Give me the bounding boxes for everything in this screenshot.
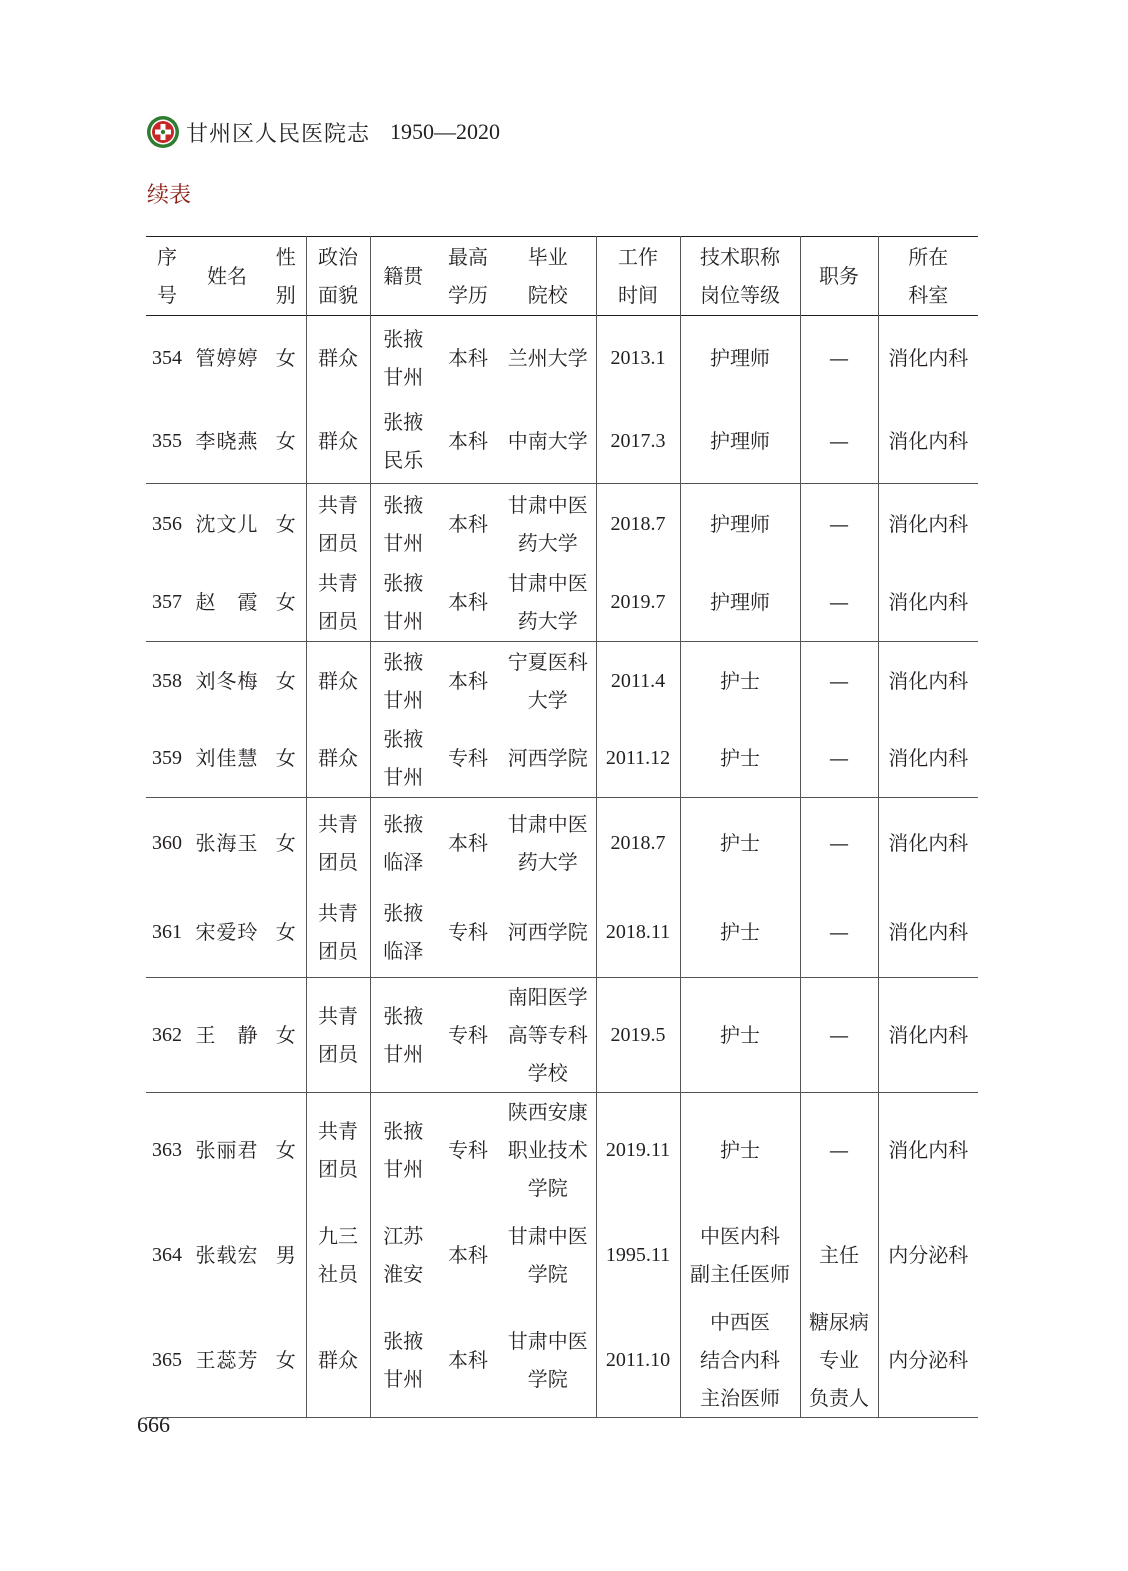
row-name: 管婷婷 <box>195 345 259 370</box>
row-origin: 张掖 甘州 <box>383 727 424 790</box>
book-title: 甘州区人民医院志 <box>186 121 371 147</box>
row-school: 河西学院 <box>500 720 596 798</box>
row-origin: 张掖 临泽 <box>383 811 424 874</box>
page-number: 666 <box>137 1412 170 1437</box>
row-politics: 共青 团员 <box>306 1093 370 1208</box>
row-index: 358 <box>152 669 182 692</box>
row-work-date: 2019.7 <box>596 564 680 642</box>
row-education: 本科 <box>448 345 488 370</box>
row-sex: 女 <box>266 1303 306 1418</box>
row-education: 专科 <box>448 1138 488 1162</box>
row-school: 甘肃中医 药大学 <box>500 564 596 642</box>
row-name: 张丽君 <box>195 1138 259 1162</box>
row-department: 内分泌科 <box>888 1243 969 1267</box>
table-body <box>146 316 978 1418</box>
row-index: 365 <box>152 1349 182 1371</box>
row-post: — <box>800 564 878 642</box>
row-education: 专科 <box>448 746 488 771</box>
row-origin: 张掖 甘州 <box>383 326 424 389</box>
table-row <box>146 1093 978 1208</box>
row-education: 本科 <box>448 668 488 693</box>
row-name: 张载宏 <box>195 1243 259 1267</box>
row-education: 本科 <box>448 1348 488 1372</box>
row-politics: 群众 <box>306 720 370 798</box>
row-work-date: 2013.1 <box>596 316 680 400</box>
row-sex: 女 <box>266 642 306 720</box>
row-index: 360 <box>152 831 182 854</box>
row-department: 消化内科 <box>888 429 969 454</box>
row-title: 护士 <box>680 642 800 720</box>
row-school: 甘肃中医 学院 <box>500 1207 596 1303</box>
row-department: 消化内科 <box>888 1138 969 1162</box>
row-education: 专科 <box>448 920 488 945</box>
row-school: 中南大学 <box>500 400 596 484</box>
row-department: 消化内科 <box>888 830 969 855</box>
table-row <box>146 400 978 484</box>
page-header <box>146 112 500 152</box>
col-header-department: 所在 科室 <box>908 245 949 307</box>
row-politics: 群众 <box>306 1303 370 1418</box>
row-work-date: 2019.11 <box>596 1093 680 1208</box>
col-header-school: 毕业 院校 <box>500 237 596 316</box>
row-politics: 九三 社员 <box>306 1207 370 1303</box>
continued-label: 续表 <box>147 183 192 208</box>
row-post: — <box>800 720 878 798</box>
row-name: 刘佳慧 <box>195 746 259 771</box>
row-origin: 张掖 甘州 <box>383 492 424 555</box>
col-header-education: 最高 学历 <box>448 245 488 307</box>
row-title: 护理师 <box>680 564 800 642</box>
row-politics: 共青 团员 <box>306 484 370 564</box>
row-name: 刘冬梅 <box>195 668 259 693</box>
row-name: 沈文儿 <box>195 511 259 536</box>
row-sex: 女 <box>266 484 306 564</box>
row-department: 消化内科 <box>888 920 969 945</box>
table-row <box>146 316 978 400</box>
row-department: 消化内科 <box>888 746 969 771</box>
row-department: 消化内科 <box>888 668 969 693</box>
row-school: 南阳医学 高等专科 学校 <box>500 978 596 1093</box>
row-politics: 共青 团员 <box>306 888 370 978</box>
row-index: 362 <box>152 1024 182 1046</box>
row-work-date: 2011.12 <box>596 720 680 798</box>
row-politics: 群众 <box>306 400 370 484</box>
row-index: 354 <box>152 346 182 369</box>
row-index: 361 <box>152 921 182 944</box>
row-index: 364 <box>152 1244 182 1266</box>
row-sex: 男 <box>266 1207 306 1303</box>
row-title: 护理师 <box>680 484 800 564</box>
row-education: 本科 <box>448 590 488 615</box>
row-post: — <box>800 484 878 564</box>
col-header-sex: 性 别 <box>266 237 306 316</box>
row-sex: 女 <box>266 720 306 798</box>
table-row <box>146 720 978 798</box>
row-department: 消化内科 <box>888 345 969 370</box>
row-name: 宋爱玲 <box>195 920 259 945</box>
col-header-name: 姓名 <box>207 264 247 288</box>
row-politics: 共青 团员 <box>306 798 370 888</box>
row-education: 本科 <box>448 429 488 454</box>
row-work-date: 2018.7 <box>596 798 680 888</box>
row-name: 张海玉 <box>195 830 259 855</box>
row-school: 甘肃中医 药大学 <box>500 798 596 888</box>
row-work-date: 2019.5 <box>596 978 680 1093</box>
row-work-date: 1995.11 <box>596 1207 680 1303</box>
table-row <box>146 564 978 642</box>
row-sex: 女 <box>266 798 306 888</box>
col-header-origin: 籍贯 <box>383 264 424 288</box>
row-title: 护士 <box>680 720 800 798</box>
row-school: 河西学院 <box>500 888 596 978</box>
row-work-date: 2018.11 <box>596 888 680 978</box>
row-post: — <box>800 888 878 978</box>
row-post: — <box>800 978 878 1093</box>
row-name: 王 静 <box>195 1023 259 1047</box>
row-school: 兰州大学 <box>500 316 596 400</box>
row-school: 陕西安康 职业技术 学院 <box>500 1093 596 1208</box>
row-index: 355 <box>152 430 182 453</box>
col-header-title: 技术职称 岗位等级 <box>680 237 800 316</box>
row-work-date: 2011.4 <box>596 642 680 720</box>
row-work-date: 2011.10 <box>596 1303 680 1418</box>
table-header-row <box>146 237 978 316</box>
table-row <box>146 1303 978 1418</box>
row-department: 消化内科 <box>888 590 969 615</box>
row-politics: 群众 <box>306 316 370 400</box>
row-title: 护士 <box>680 798 800 888</box>
row-post: — <box>800 798 878 888</box>
row-origin: 江苏 淮安 <box>383 1224 424 1286</box>
row-title: 护士 <box>680 978 800 1093</box>
table-row <box>146 888 978 978</box>
row-title: 护理师 <box>680 400 800 484</box>
row-school: 宁夏医科 大学 <box>500 642 596 720</box>
row-sex: 女 <box>266 564 306 642</box>
row-title: 护理师 <box>680 316 800 400</box>
row-origin: 张掖 甘州 <box>383 1329 424 1391</box>
row-sex: 女 <box>266 888 306 978</box>
table-row <box>146 642 978 720</box>
table-row <box>146 978 978 1093</box>
row-name: 赵 霞 <box>195 590 259 615</box>
row-education: 本科 <box>448 1243 488 1267</box>
staff-roster-table <box>146 236 978 1418</box>
col-header-politics: 政治 面貌 <box>306 237 370 316</box>
row-post: 糖尿病 专业 负责人 <box>800 1303 878 1418</box>
row-origin: 张掖 临泽 <box>383 901 424 964</box>
table-row <box>146 798 978 888</box>
row-post: — <box>800 642 878 720</box>
row-education: 专科 <box>448 1023 488 1047</box>
row-title: 护士 <box>680 888 800 978</box>
row-index: 363 <box>152 1139 182 1161</box>
row-index: 356 <box>152 512 182 535</box>
row-post: — <box>800 1093 878 1208</box>
row-origin: 张掖 甘州 <box>383 1119 424 1181</box>
row-title: 中医内科 副主任医师 <box>680 1207 800 1303</box>
row-origin: 张掖 民乐 <box>383 410 424 473</box>
row-name: 李晓燕 <box>195 429 259 454</box>
row-school: 甘肃中医 学院 <box>500 1303 596 1418</box>
table-row <box>146 484 978 564</box>
row-sex: 女 <box>266 316 306 400</box>
row-origin: 张掖 甘州 <box>383 649 424 712</box>
col-header-work-date: 工作 时间 <box>596 237 680 316</box>
row-post: 主任 <box>800 1207 878 1303</box>
row-origin: 张掖 甘州 <box>383 1004 424 1066</box>
row-politics: 共青 团员 <box>306 564 370 642</box>
row-work-date: 2018.7 <box>596 484 680 564</box>
row-title: 中西医 结合内科 主治医师 <box>680 1303 800 1418</box>
row-name: 王蕊芳 <box>195 1348 259 1372</box>
row-department: 消化内科 <box>888 511 969 536</box>
row-title: 护士 <box>680 1093 800 1208</box>
row-sex: 女 <box>266 978 306 1093</box>
row-work-date: 2017.3 <box>596 400 680 484</box>
row-department: 消化内科 <box>888 1023 969 1047</box>
row-origin: 张掖 甘州 <box>383 571 424 634</box>
col-header-post: 职务 <box>800 237 878 316</box>
book-years: 1950—2020 <box>390 119 501 144</box>
row-education: 本科 <box>448 511 488 536</box>
row-department: 内分泌科 <box>888 1348 969 1372</box>
row-post: — <box>800 400 878 484</box>
row-sex: 女 <box>266 400 306 484</box>
row-post: — <box>800 316 878 400</box>
row-school: 甘肃中医 药大学 <box>500 484 596 564</box>
table-row <box>146 1207 978 1303</box>
row-politics: 群众 <box>306 642 370 720</box>
row-education: 本科 <box>448 830 488 855</box>
row-index: 357 <box>152 591 182 614</box>
hospital-emblem-icon <box>146 115 180 149</box>
row-sex: 女 <box>266 1093 306 1208</box>
row-index: 359 <box>152 747 182 770</box>
col-header-index: 序 号 <box>157 245 177 307</box>
row-politics: 共青 团员 <box>306 978 370 1093</box>
